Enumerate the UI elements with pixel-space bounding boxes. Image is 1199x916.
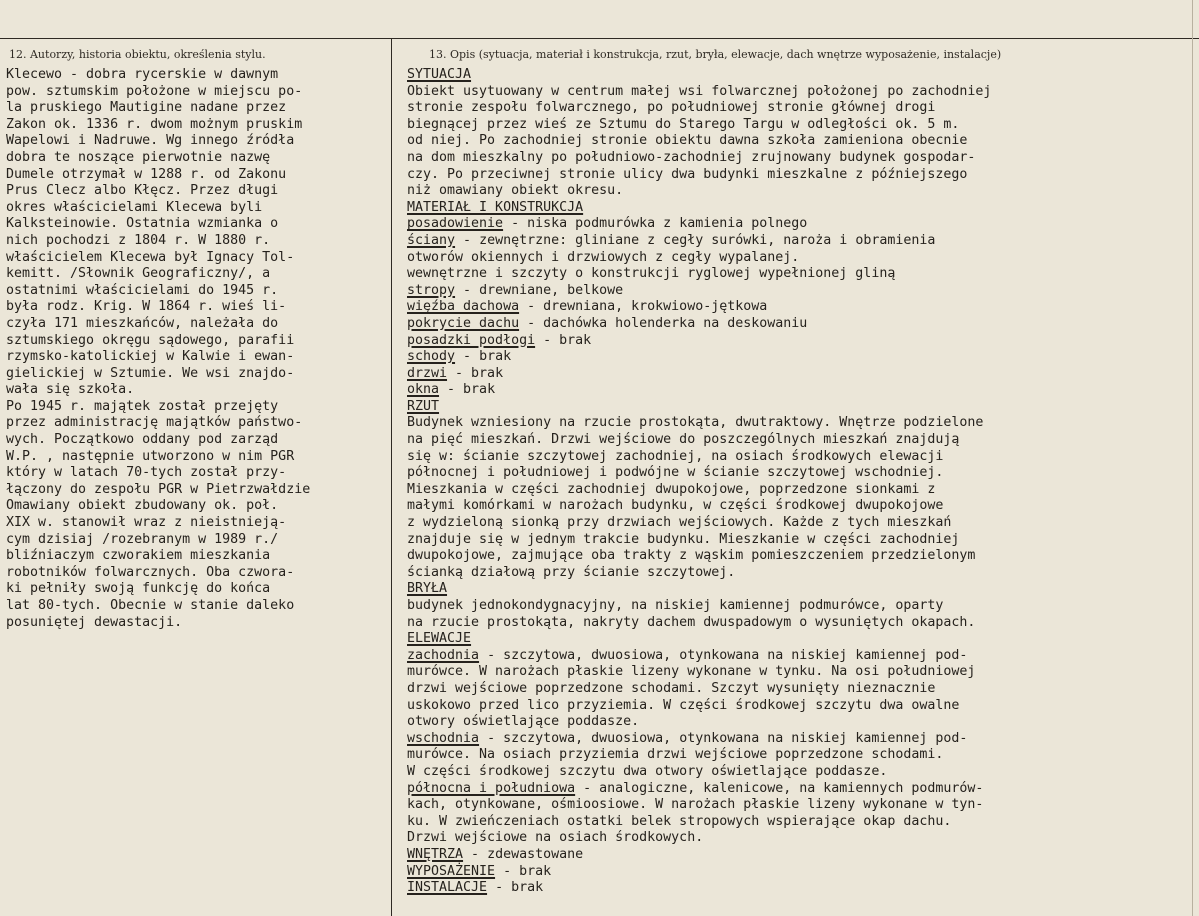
description-line [407,266,1197,283]
history-line: la pruskiego Mautigine nadane przez [6,100,287,116]
description-line [407,781,1197,798]
description-text: - brak [535,332,592,348]
description-line [407,714,1197,731]
description-line [407,283,1197,300]
history-line: gielickiej w Sztumie. We wsi znajdo- [6,365,295,381]
description-text: murówce. Na osiach przyziemia drzwi wejściowe poprzedzone schodami. [407,747,944,763]
history-line: Prus Clecz albo Kłęcz. Przez długi [6,183,279,199]
description-line [407,200,1197,217]
description-line [407,216,1197,233]
description-text-column [407,67,1197,897]
description-text: Drzwi wejściowe na osiach środkowych. [407,830,704,846]
description-line [407,565,1197,582]
history-line: posuniętej dewastacji. [6,614,183,630]
description-line [407,797,1197,814]
description-line [407,183,1197,200]
description-text: - szczytowa, dwuosiowa, otynkowana na niskiej kamiennej pod- [479,730,968,746]
description-line [407,548,1197,565]
description-text: otwory oświetlające poddasze. [407,714,640,730]
description-line [407,880,1197,897]
description-line [407,747,1197,764]
top-rule [0,38,1199,39]
history-line: właścicielem Klecewa był Ignacy Tol- [6,249,295,265]
description-line [407,133,1197,150]
history-line: łączony do zespołu PGR w Pietrzwałdzie [6,481,311,497]
description-line [407,664,1197,681]
description-line [407,250,1197,267]
description-line [407,465,1197,482]
history-line: Dumele otrzymał w 1288 r. od Zakonu [6,166,287,182]
description-text: - zewnętrzne: gliniane z cegły surówki, naroża i obramienia [455,232,936,248]
description-text: - dachówka holenderka na deskowaniu [519,315,808,331]
underlined-heading: zachodnia [407,647,480,663]
underlined-heading: ściany [407,232,456,248]
underlined-heading: północna i południowa [407,780,576,796]
description-text: Obiekt usytuowany w centrum małej wsi folwarcznej położonej po zachodniej [407,83,992,99]
history-line: pow. sztumskim położone w miejscu po- [6,83,303,99]
description-text: - brak [487,880,544,896]
history-line: Po 1945 r. majątek został przejęty [6,398,279,414]
underlined-heading: drzwi [407,365,448,381]
history-line: Kalksteinowie. Ostatnia wzmianka o [6,216,279,232]
description-line [407,864,1197,881]
underlined-heading: stropy [407,282,456,298]
history-line: Klecewo - dobra rycerskie w dawnym [6,67,279,82]
description-line [407,830,1197,847]
history-line: Zakon ok. 1336 r. dwom możnym pruskim [6,116,303,132]
description-text: budynek jednokondygnacyjny, na niskiej kamiennej podmurówce, oparty [407,598,944,613]
description-text: - szczytowa, dwuosiowa, otynkowana na niskiej kamiennej pod- [479,647,968,663]
description-text: niż omawiany obiekt okresu. [407,183,624,199]
history-line: Wapelowi i Nadruwe. Wg innego źródła [6,133,295,149]
underlined-heading: posadowienie [407,216,504,232]
description-text: czy. Po przeciwnej stronie ulicy dwa budynki mieszkalne z późniejszego [407,166,968,182]
description-line [407,349,1197,366]
description-line [407,515,1197,532]
underlined-heading: okna [407,382,440,398]
history-line: wych. Początkowo oddany pod zarząd [6,432,279,448]
description-line [407,299,1197,316]
field-12-heading: 12. Autorzy, historia obiektu, określenia stylu. [9,48,266,61]
history-line: kemitt. /Słownik Geograficzny/, a [6,266,271,282]
history-line: lat 80-tych. Obecnie w stanie daleko [6,598,295,613]
history-line: Omawiany obiekt zbudowany ok. poł. [6,498,279,514]
description-line [407,150,1197,167]
underlined-heading: INSTALACJE [407,880,488,896]
description-text: kach, otynkowane, ośmioosiowe. W narożach płaskie lizeny wykonane w tyn- [407,797,984,813]
description-line [407,648,1197,665]
description-text: Budynek wzniesiony na rzucie prostokąta, dwutraktowy. Wnętrze podzielone [407,415,984,431]
description-line [407,847,1197,864]
history-line: robotników folwarcznych. Oba czwora- [6,564,295,580]
description-text: - niska podmurówka z kamienia polnego [503,216,808,232]
description-text: - drewniana, krokwiowo-jętkowa [519,299,768,315]
description-line [407,581,1197,598]
underlined-heading: ELEWACJE [407,631,472,647]
description-line [407,84,1197,101]
description-text: północnej i południowej i podwójne w ścianie szczytowej wschodniej. [407,465,944,481]
description-text: - brak [455,349,512,365]
description-text: biegnącej przez wieś ze Sztumu do Starego Targu w odległości ok. 5 m. [407,116,960,132]
description-text: od niej. Po zachodniej stronie obiektu dawna szkoła zamieniona obecnie [407,133,968,149]
underlined-heading: posadzki podłogi [407,332,536,348]
description-text: otworów okiennych i drzwiowych z cegły wypalanej. [407,249,800,265]
underlined-heading: więźba dachowa [407,299,520,315]
description-text: stronie zespołu folwarcznego, po południowej stronie głównej drogi [407,100,936,116]
description-text: wewnętrzne i szczyty o konstrukcji ryglowej wypełnionej gliną [407,266,896,282]
description-text: - drewniane, belkowe [455,282,624,298]
history-line: nich pochodzi z 1804 r. W 1880 r. [6,232,271,248]
description-line [407,415,1197,432]
description-line [407,233,1197,250]
history-line: czyła 171 mieszkańców, należała do [6,315,279,331]
underlined-heading: BRYŁA [407,581,448,597]
description-line [407,366,1197,383]
description-line [407,333,1197,350]
description-line [407,764,1197,781]
description-text: znajduje się w jednym trakcie budynku. Mieszkanie w części zachodniej [407,531,960,547]
history-line: była rodz. Krig. W 1864 r. wieś li- [6,299,287,315]
underlined-heading: WYPOSAŻENIE [407,863,496,879]
description-text: na pięć mieszkań. Drzwi wejściowe do poszczególnych mieszkań znajdują [407,432,960,448]
underlined-heading: WNĘTRZA [407,846,464,862]
description-line [407,167,1197,184]
description-text: na dom mieszkalny po południowo-zachodniej zrujnowany budynek gospodar- [407,149,976,165]
description-text: - brak [447,365,504,381]
description-line [407,615,1197,632]
history-line: który w latach 70-tych został przy- [6,465,287,481]
description-line [407,449,1197,466]
history-line: W.P. , następnie utworzono w nim PGR [6,448,295,464]
history-line: ki pełniły swoją funkcję do końca [6,581,271,597]
field-13-heading: 13. Opis (sytuacja, materiał i konstrukcja, rzut, bryła, elewacje, dach wnętrze wyposażenie, instalacje) [429,48,1002,61]
description-text: ku. W zwieńczeniach ostatki belek stropowych wspierające okap dachu. [407,813,952,829]
underlined-heading: MATERIAŁ I KONSTRUKCJA [407,199,584,215]
underlined-heading: wschodnia [407,730,480,746]
history-line: przez administrację majątków państwo- [6,415,303,431]
history-line: ostatnimi właścicielami do 1945 r. [6,282,279,298]
description-line [407,532,1197,549]
description-text: ścianką działową przy ścianie szczytowej. [407,564,736,580]
history-line: bliźniaczym czworakiem mieszkania [6,548,271,564]
description-line [407,631,1197,648]
history-line: cym dzisiaj /rozebranym w 1989 r./ [6,531,279,547]
description-text: małymi komórkami w narożach budynku, w części środkowej dwupokojowe [407,498,944,514]
history-line: okres właścicielami Klecewa byli [6,199,263,215]
description-text: Mieszkania w części zachodniej dwupokojowe, poprzedzone sionkami z [407,481,936,497]
history-line: dobra te noszące pierwotnie nazwę [6,149,271,165]
history-line: wała się szkoła. [6,382,135,398]
description-line [407,482,1197,499]
description-line [407,100,1197,117]
description-line [407,498,1197,515]
description-text: murówce. W narożach płaskie lizeny wykonane w tynku. Na osi południowej [407,664,976,680]
description-text: - analogiczne, kalenicowe, na kamiennych podmurów- [575,780,984,796]
description-text: się w: ścianie szczytowej zachodniej, na osiach środkowych elewacji [407,448,944,464]
description-text: drzwi wejściowe poprzedzone schodami. Szczyt wysunięty nieznacznie [407,680,936,696]
description-text: uskokowo przed lico przyziemia. W części środkowej szczytu dwa owalne [407,697,960,713]
underlined-heading: pokrycie dachu [407,315,520,331]
description-text: na rzucie prostokąta, nakryty dachem dwuspadowym o wysuniętych okapach. [407,614,976,630]
description-line [407,731,1197,748]
history-line: XIX w. stanowił wraz z nieistnieją- [6,515,287,531]
description-text: dwupokojowe, zajmujące oba trakty z wąskim pomieszczeniem przedzielonym [407,548,976,564]
description-line [407,382,1197,399]
history-line: sztumskiego okręgu sądowego, parafii [6,332,295,348]
underlined-heading: SYTUACJA [407,67,472,82]
description-line [407,681,1197,698]
description-line [407,316,1197,333]
description-text: - brak [495,863,552,879]
description-line [407,399,1197,416]
description-line [407,598,1197,615]
history-line: rzymsko-katolickiej w Kalwie i ewan- [6,349,295,365]
underlined-heading: schody [407,349,456,365]
description-text: z wydzieloną sionką przy drzwiach wejściowych. Każde z tych mieszkań [407,515,952,531]
description-line [407,432,1197,449]
description-text: - brak [439,382,496,398]
description-line [407,67,1197,84]
history-text-column [6,67,401,631]
description-line [407,698,1197,715]
underlined-heading: RZUT [407,398,440,414]
description-text: - zdewastowane [463,846,584,862]
description-line [407,117,1197,134]
description-line [407,814,1197,831]
description-text: W części środkowej szczytu dwa otwory oświetlające poddasze. [407,763,888,779]
